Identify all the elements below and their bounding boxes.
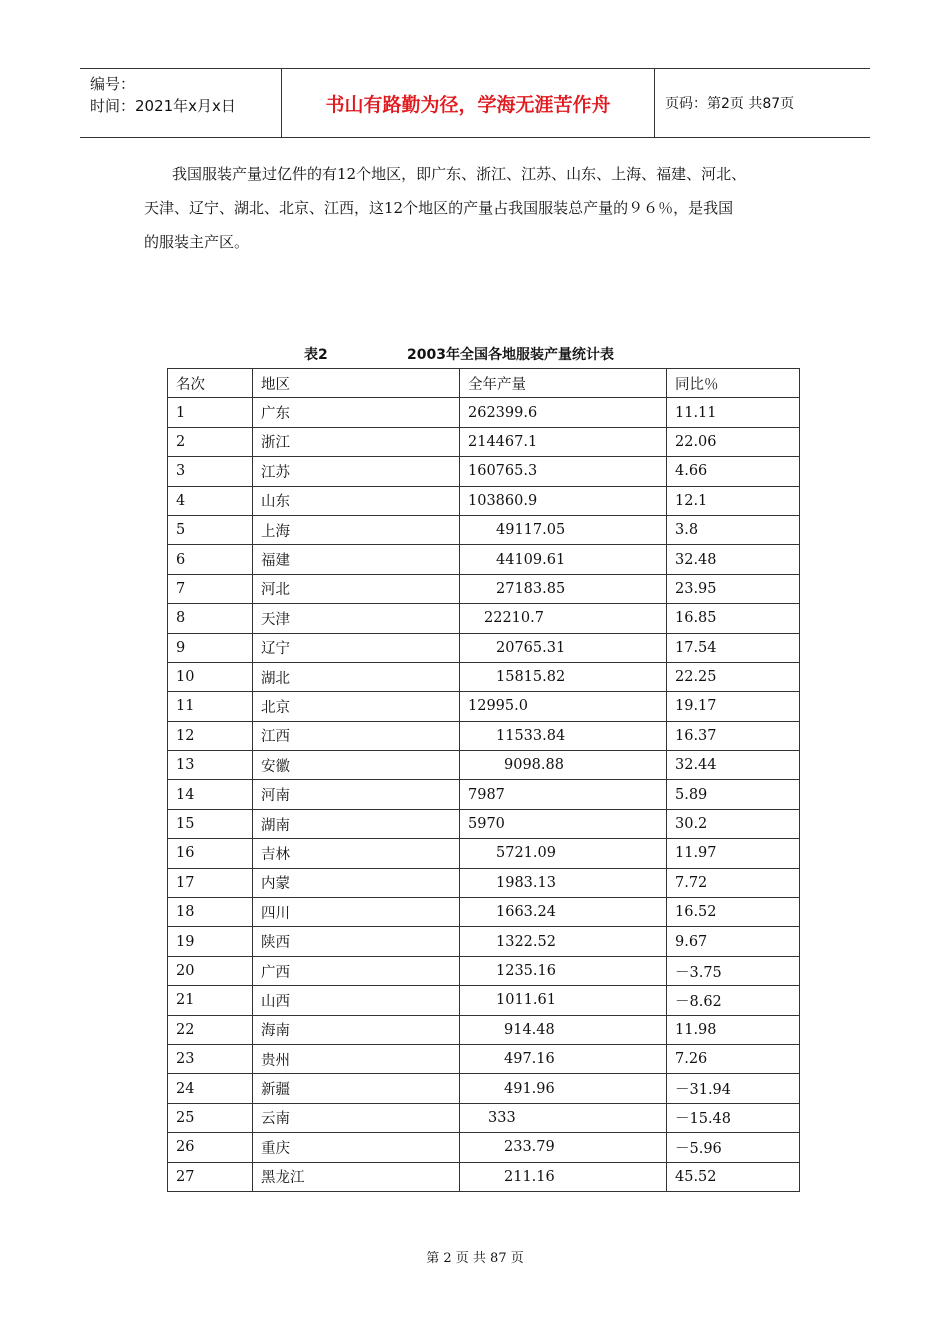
- cell-output: 1011.61: [460, 986, 667, 1015]
- cell-rank: 4: [168, 486, 253, 515]
- production-table: [167, 368, 800, 1192]
- cell-output: 22210.7: [460, 604, 667, 633]
- cell-region: 云南: [253, 1103, 460, 1132]
- cell-output: 497.16: [460, 1044, 667, 1073]
- cell-region: 山东: [253, 486, 460, 515]
- cell-yoy: 19.17: [667, 692, 800, 721]
- cell-yoy: －3.75: [667, 956, 800, 985]
- cell-region: 江西: [253, 721, 460, 750]
- cell-output: 914.48: [460, 1015, 667, 1044]
- cell-rank: 3: [168, 457, 253, 486]
- cell-rank: 14: [168, 780, 253, 809]
- cell-output: 11533.84: [460, 721, 667, 750]
- table-row: [168, 839, 800, 868]
- table-header-row: [168, 369, 800, 398]
- cell-rank: 12: [168, 721, 253, 750]
- header-output: 全年产量: [460, 369, 667, 398]
- table-row: [168, 633, 800, 662]
- table-row: [168, 457, 800, 486]
- table-row: [168, 1015, 800, 1044]
- cell-region: 天津: [253, 604, 460, 633]
- cell-rank: 2: [168, 427, 253, 456]
- cell-rank: 6: [168, 545, 253, 574]
- cell-rank: 15: [168, 809, 253, 838]
- table-row: [168, 809, 800, 838]
- table-caption-title: 2003年全国各地服装产量统计表: [407, 347, 614, 363]
- cell-yoy: 4.66: [667, 457, 800, 486]
- cell-yoy: 22.06: [667, 427, 800, 456]
- cell-rank: 10: [168, 662, 253, 691]
- cell-yoy: 32.44: [667, 751, 800, 780]
- header-region: 地区: [253, 369, 460, 398]
- cell-yoy: 45.52: [667, 1162, 800, 1191]
- cell-yoy: －8.62: [667, 986, 800, 1015]
- header-yoy: 同比％: [667, 369, 800, 398]
- cell-rank: 20: [168, 956, 253, 985]
- header-meta: [80, 69, 282, 137]
- cell-output: 214467.1: [460, 427, 667, 456]
- cell-yoy: 32.48: [667, 545, 800, 574]
- cell-region: 贵州: [253, 1044, 460, 1073]
- table-row: [168, 662, 800, 691]
- cell-yoy: 9.67: [667, 927, 800, 956]
- cell-rank: 7: [168, 574, 253, 603]
- cell-region: 江苏: [253, 457, 460, 486]
- cell-output: 491.96: [460, 1074, 667, 1103]
- cell-region: 山西: [253, 986, 460, 1015]
- cell-region: 湖南: [253, 809, 460, 838]
- cell-region: 海南: [253, 1015, 460, 1044]
- cell-yoy: 16.52: [667, 898, 800, 927]
- cell-region: 安徽: [253, 751, 460, 780]
- table-row: [168, 868, 800, 897]
- cell-region: 广东: [253, 398, 460, 427]
- table-row: [168, 604, 800, 633]
- table-row: [168, 1133, 800, 1162]
- cell-yoy: 23.95: [667, 574, 800, 603]
- cell-rank: 19: [168, 927, 253, 956]
- cell-yoy: 16.37: [667, 721, 800, 750]
- cell-yoy: 16.85: [667, 604, 800, 633]
- cell-output: 5721.09: [460, 839, 667, 868]
- cell-output: 1322.52: [460, 927, 667, 956]
- cell-output: 160765.3: [460, 457, 667, 486]
- cell-yoy: 12.1: [667, 486, 800, 515]
- cell-rank: 24: [168, 1074, 253, 1103]
- cell-yoy: 30.2: [667, 809, 800, 838]
- table-row: [168, 1103, 800, 1132]
- cell-region: 福建: [253, 545, 460, 574]
- header-rank: 名次: [168, 369, 253, 398]
- cell-yoy: 5.89: [667, 780, 800, 809]
- cell-yoy: 11.98: [667, 1015, 800, 1044]
- cell-yoy: －5.96: [667, 1133, 800, 1162]
- cell-region: 北京: [253, 692, 460, 721]
- cell-region: 陕西: [253, 927, 460, 956]
- paragraph-line-2: 天津、辽宁、湖北、北京、江西，这12个地区的产量占我国服装总产量的９６％，是我国: [144, 199, 734, 217]
- table-row: [168, 398, 800, 427]
- cell-yoy: －15.48: [667, 1103, 800, 1132]
- cell-rank: 16: [168, 839, 253, 868]
- cell-rank: 18: [168, 898, 253, 927]
- cell-region: 吉林: [253, 839, 460, 868]
- table-row: [168, 721, 800, 750]
- cell-region: 河南: [253, 780, 460, 809]
- table-row: [168, 1074, 800, 1103]
- table-row: [168, 1162, 800, 1191]
- cell-region: 新疆: [253, 1074, 460, 1103]
- cell-region: 上海: [253, 515, 460, 544]
- table-caption: [167, 340, 800, 366]
- cell-output: 49117.05: [460, 515, 667, 544]
- table-row: [168, 574, 800, 603]
- cell-output: 262399.6: [460, 398, 667, 427]
- cell-rank: 26: [168, 1133, 253, 1162]
- cell-output: 103860.9: [460, 486, 667, 515]
- table-row: [168, 956, 800, 985]
- cell-output: 1663.24: [460, 898, 667, 927]
- cell-output: 44109.61: [460, 545, 667, 574]
- cell-rank: 1: [168, 398, 253, 427]
- table-row: [168, 427, 800, 456]
- cell-yoy: 7.26: [667, 1044, 800, 1073]
- table-row: [168, 927, 800, 956]
- header-page-label: 页码：第2页 共87页: [665, 96, 795, 112]
- page-footer: 第 2 页 共 87 页: [426, 1251, 524, 1266]
- cell-region: 重庆: [253, 1133, 460, 1162]
- cell-output: 20765.31: [460, 633, 667, 662]
- table-row: [168, 780, 800, 809]
- cell-output: 1983.13: [460, 868, 667, 897]
- cell-yoy: 3.8: [667, 515, 800, 544]
- cell-region: 浙江: [253, 427, 460, 456]
- table-row: [168, 898, 800, 927]
- paragraph-line-3: 的服装主产区。: [144, 233, 250, 251]
- cell-yoy: 22.25: [667, 662, 800, 691]
- cell-rank: 17: [168, 868, 253, 897]
- table-row: [168, 1044, 800, 1073]
- cell-region: 河北: [253, 574, 460, 603]
- cell-rank: 23: [168, 1044, 253, 1073]
- cell-rank: 11: [168, 692, 253, 721]
- cell-output: 1235.16: [460, 956, 667, 985]
- table-caption-number: 表2: [304, 347, 328, 363]
- cell-output: 7987: [460, 780, 667, 809]
- cell-output: 12995.0: [460, 692, 667, 721]
- cell-rank: 13: [168, 751, 253, 780]
- cell-region: 辽宁: [253, 633, 460, 662]
- table-row: [168, 692, 800, 721]
- intro-paragraph: [144, 157, 814, 259]
- cell-rank: 5: [168, 515, 253, 544]
- cell-region: 湖北: [253, 662, 460, 691]
- cell-yoy: 7.72: [667, 868, 800, 897]
- cell-region: 黑龙江: [253, 1162, 460, 1191]
- cell-output: 15815.82: [460, 662, 667, 691]
- cell-region: 内蒙: [253, 868, 460, 897]
- page-header: [80, 68, 870, 138]
- header-motto: 书山有路勤为径，学海无涯苦作舟: [282, 69, 655, 137]
- cell-output: 211.16: [460, 1162, 667, 1191]
- cell-output: 5970: [460, 809, 667, 838]
- cell-yoy: 17.54: [667, 633, 800, 662]
- cell-rank: 8: [168, 604, 253, 633]
- header-id-label: 编号：: [90, 75, 136, 93]
- cell-output: 27183.85: [460, 574, 667, 603]
- paragraph-line-1: 我国服装产量过亿件的有12个地区，即广东、浙江、江苏、山东、上海、福建、河北、: [172, 165, 747, 183]
- cell-yoy: －31.94: [667, 1074, 800, 1103]
- cell-output: 333: [460, 1103, 667, 1132]
- cell-rank: 25: [168, 1103, 253, 1132]
- table-row: [168, 545, 800, 574]
- cell-rank: 9: [168, 633, 253, 662]
- cell-rank: 27: [168, 1162, 253, 1191]
- table-row: [168, 751, 800, 780]
- table-row: [168, 515, 800, 544]
- cell-region: 四川: [253, 898, 460, 927]
- cell-rank: 22: [168, 1015, 253, 1044]
- cell-output: 233.79: [460, 1133, 667, 1162]
- cell-rank: 21: [168, 986, 253, 1015]
- cell-output: 9098.88: [460, 751, 667, 780]
- cell-yoy: 11.97: [667, 839, 800, 868]
- table-row: [168, 986, 800, 1015]
- header-date-label: 时间：2021年x月x日: [90, 97, 236, 115]
- cell-region: 广西: [253, 956, 460, 985]
- table-row: [168, 486, 800, 515]
- cell-yoy: 11.11: [667, 398, 800, 427]
- table-body: [168, 398, 800, 1192]
